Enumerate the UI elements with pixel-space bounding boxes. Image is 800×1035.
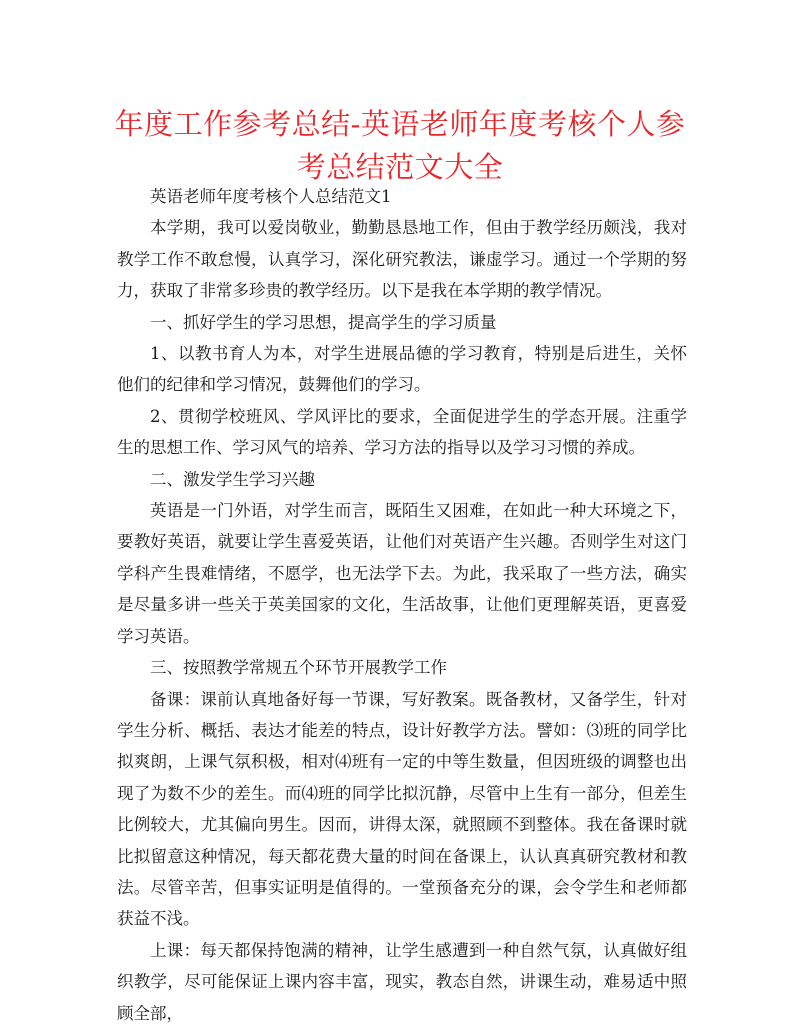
section-heading-1: 一、抓好学生的学习思想，提高学生的学习质量: [150, 312, 497, 332]
section-subtitle: 英语老师年度考核个人总结范文1: [150, 187, 392, 206]
document-body: [117, 181, 687, 1029]
body-paragraph: 备课：课前认真地备好每一节课，写好教案。既备教材，又备学生，针对学生分析、概括、表达才能差的特点，设计好教学方法。譬如：⑶班的同学比拟爽朗，上课气氛积极，相对⑷班有一定的中等生数量，但因班级的调整也出现了为数不少的差生。而⑷班的同学比拟沉静，尽管中上生有一部分，但差生比例较大，尤其偏向男生。因而，讲得太深，就照顾不到整体。我在备课时就比拟留意这种情况，每天都花费大量的时间在备课上，认认真真研究教材和教法。尽管辛苦，但事实证明是值得的。一堂预备充分的课，会令学生和老师都获益不浅。: [117, 689, 687, 929]
section-heading-3: 三、按照教学常规五个环节开展教学工作: [150, 658, 447, 678]
document-title: 年度工作参考总结-英语老师年度考核个人参考总结范文大全: [114, 107, 686, 184]
body-paragraph: 1、以教书育人为本，对学生进展品德的学习教育，特别是后进生，关怀他们的纪律和学习情况，鼓舞他们的学习。: [117, 344, 687, 395]
body-paragraph: 2、贯彻学校班风、学风评比的要求，全面促进学生的学态开展。注重学生的思想工作、学习风气的培养、学习方法的指导以及学习习惯的养成。: [117, 406, 687, 458]
section-heading-2: 二、激发学生学习兴趣: [150, 469, 315, 489]
body-paragraph: 上课：每天都保持饱满的精神，让学生感遭到一种自然气氛，认真做好组织教学，尽可能保证上课内容丰富，现实，教态自然，讲课生动，难易适中照顾全部，: [117, 940, 687, 1023]
body-paragraph: 英语是一门外语，对学生而言，既陌生又困难，在如此一种大环境之下，要教好英语，就要让学生喜爱英语，让他们对英语产生兴趣。否则学生对这门学科产生畏难情绪，不愿学，也无法学下去。为此，我采取了一些方法，确实是尽量多讲一些关于英美国家的文化，生活故事，让他们更理解英语，更喜爱学习英语。: [117, 501, 687, 646]
intro-paragraph: 本学期，我可以爱岗敬业，勤勤恳恳地工作，但由于教学经历颇浅，我对教学工作不敢怠慢，认真学习，深化研究教法，谦虚学习。通过一个学期的努力，获取了非常多珍贵的教学经历。以下是我在本学期的教学情况。: [117, 218, 687, 301]
